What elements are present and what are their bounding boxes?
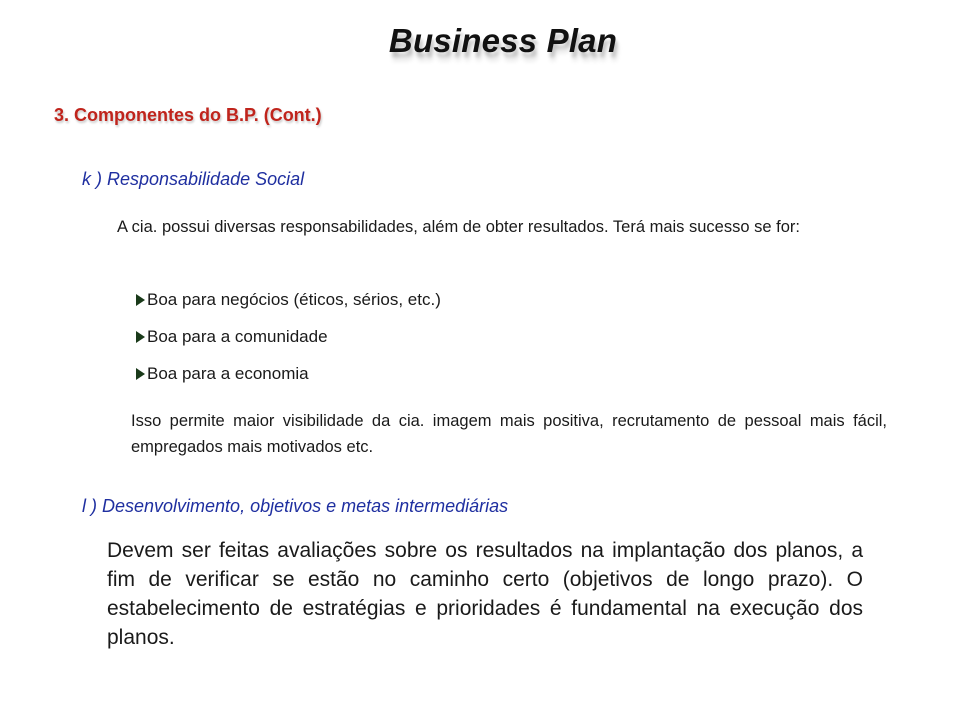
subheading-responsabilidade-social: k ) Responsabilidade Social: [82, 169, 305, 189]
bullet-list: [136, 281, 441, 392]
slide-title: Business Plan: [388, 22, 618, 59]
arrow-bullet-icon: [136, 294, 145, 306]
paragraph-visibilidade: Isso permite maior visibilidade da cia. imagem mais positiva, recrutamento de pessoal mais fácil, empregados mais motivados etc.: [131, 412, 887, 456]
bullet-item: [136, 355, 441, 392]
bullet-text: Boa para a comunidade: [147, 326, 328, 346]
paragraph-avaliacoes: Devem ser feitas avaliações sobre os resultados na implantação dos planos, a fim de verificar se estão no caminho certo (objetivos de longo prazo). O estabelecimento de estratégias e prioridades é fundamental na execução dos planos.: [107, 539, 863, 649]
bullet-item: [136, 318, 441, 355]
arrow-bullet-icon: [136, 331, 145, 343]
bullet-text: Boa para a economia: [147, 363, 309, 383]
bullet-text: Boa para negócios (éticos, sérios, etc.): [147, 289, 441, 309]
section-heading: 3. Componentes do B.P. (Cont.): [54, 105, 322, 125]
paragraph-responsabilidades: A cia. possui diversas responsabilidades, além de obter resultados. Terá mais sucesso se for:: [117, 218, 800, 236]
bullet-item: [136, 281, 441, 318]
subheading-desenvolvimento: l ) Desenvolvimento, objetivos e metas intermediárias: [82, 496, 509, 516]
arrow-bullet-icon: [136, 368, 145, 380]
